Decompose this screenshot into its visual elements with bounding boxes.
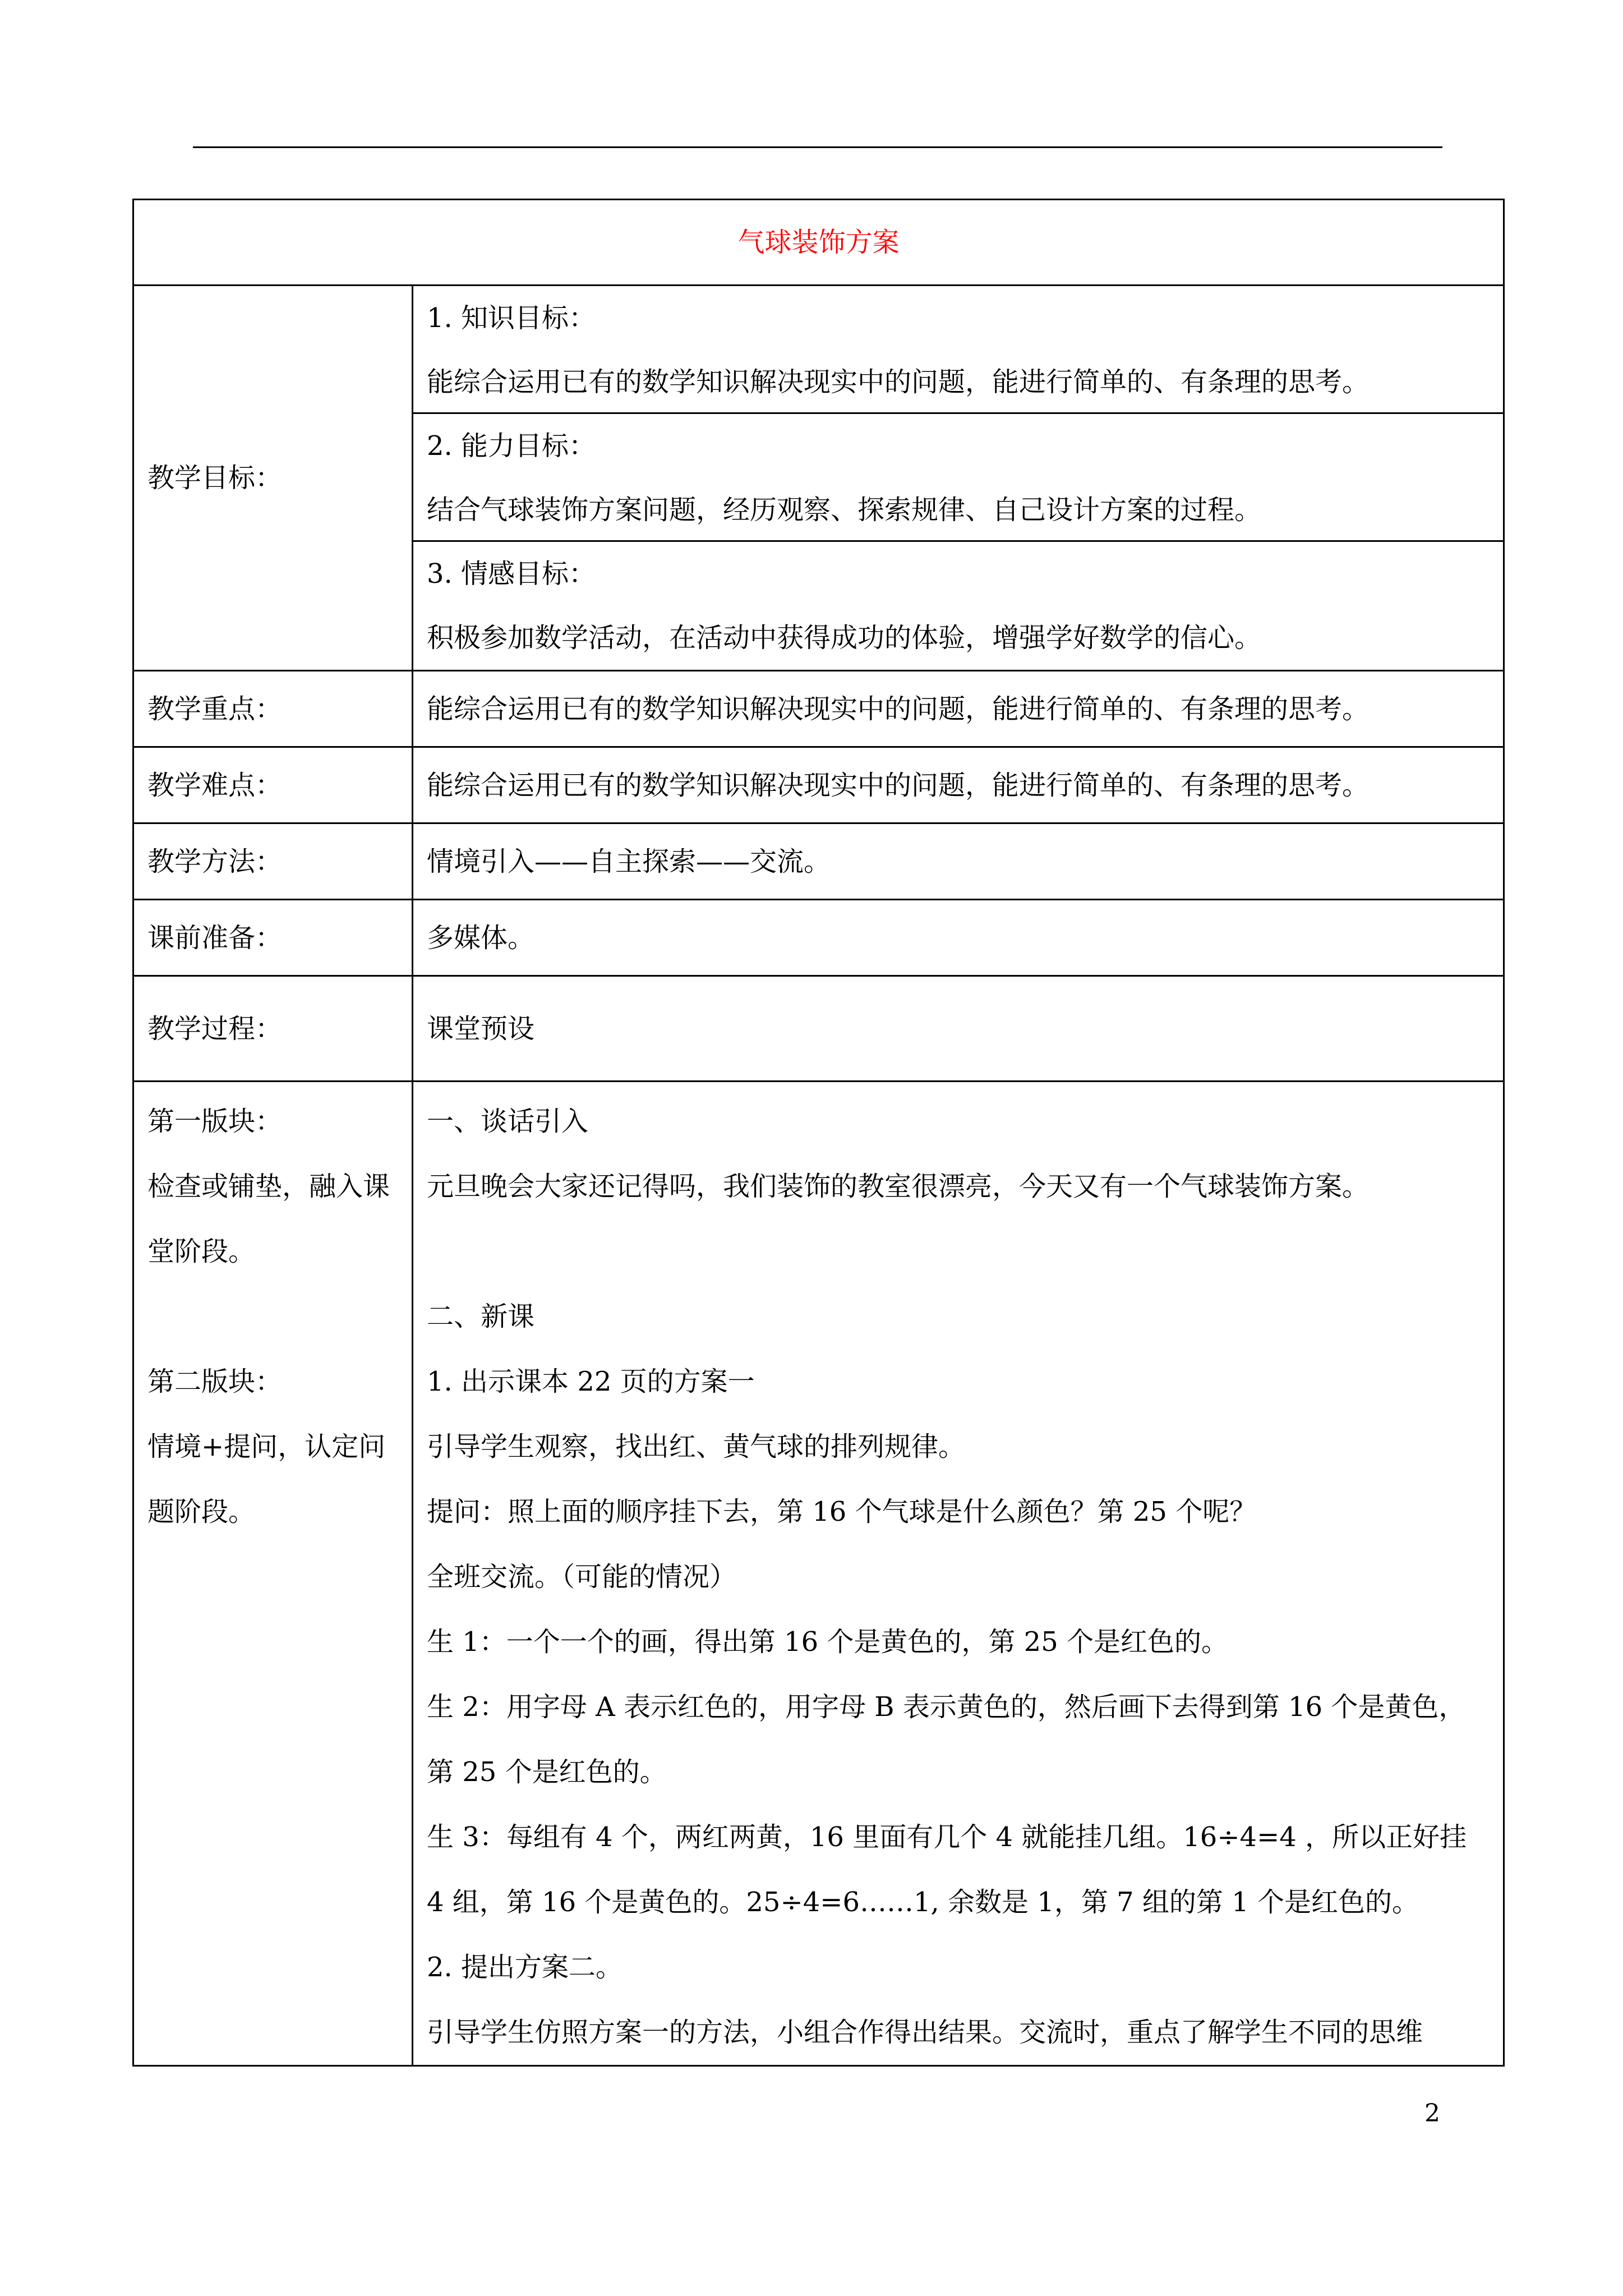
lesson-plan-table — [132, 199, 1505, 2067]
process-line: 生 3：每组有 4 个，两红两黄，16 里面有几个 4 就能挂几组。16÷4=4 ，所以正好挂 — [427, 1821, 1467, 1853]
objectives-label: 教学目标： — [133, 286, 413, 671]
stage-line: 题阶段。 — [147, 1496, 256, 1527]
page-number: 2 — [1424, 2099, 1440, 2128]
header-rule — [193, 146, 1442, 148]
process-line — [427, 1219, 1490, 1284]
objectives-content — [413, 286, 1504, 671]
process-line: 二、新课 — [427, 1301, 535, 1332]
process-line: 4 组，第 16 个是黄色的。25÷4=6……1, 余数是 1，第 7 组的第 1 个是红色的。 — [427, 1887, 1419, 1918]
process-line: 引导学生观察，找出红、黄气球的排列规律。 — [427, 1431, 966, 1462]
process-line: 元旦晚会大家还记得吗，我们装饰的教室很漂亮，今天又有一个气球装饰方案。 — [427, 1171, 1370, 1202]
preparation-label: 课前准备： — [133, 900, 413, 976]
difficulties-row — [133, 747, 1504, 823]
process-label: 教学过程： — [133, 976, 413, 1082]
process-stages — [133, 1082, 413, 2066]
difficulties-value: 能综合运用已有的数学知识解决现实中的问题，能进行简单的、有条理的思考。 — [413, 747, 1504, 823]
objective-ability — [413, 414, 1503, 542]
preparation-row — [133, 900, 1504, 976]
process-line: 提问：照上面的顺序挂下去，第 16 个气球是什么颜色？第 25 个呢？ — [427, 1496, 1257, 1527]
objective-text: 结合气球装饰方案问题，经历观察、探索规律、自己设计方案的过程。 — [427, 494, 1262, 526]
key-points-row — [133, 671, 1504, 747]
process-line: 一、谈话引入 — [427, 1106, 589, 1137]
lesson-title: 气球装饰方案 — [133, 200, 1504, 286]
process-line: 1. 出示课本 22 页的方案一 — [427, 1366, 755, 1397]
objective-heading: 3. 情感目标： — [427, 558, 596, 590]
process-line: 生 1：一个一个的画，得出第 16 个是黄色的，第 25 个是红色的。 — [427, 1626, 1228, 1658]
difficulties-label: 教学难点： — [133, 747, 413, 823]
stage-line: 情境+提问，认定问 — [147, 1431, 386, 1462]
preparation-value: 多媒体。 — [413, 900, 1504, 976]
process-row — [133, 1082, 1504, 2066]
stage-line: 第一版块： — [147, 1106, 283, 1137]
objectives-row — [133, 286, 1504, 671]
key-points-label: 教学重点： — [133, 671, 413, 747]
title-row — [133, 200, 1504, 286]
process-details — [413, 1082, 1504, 2066]
process-line: 全班交流。（可能的情况） — [427, 1561, 737, 1593]
objective-emotion — [413, 542, 1503, 670]
objective-text: 能综合运用已有的数学知识解决现实中的问题，能进行简单的、有条理的思考。 — [427, 366, 1370, 398]
process-line: 2. 提出方案二。 — [427, 1952, 623, 1983]
key-points-value: 能综合运用已有的数学知识解决现实中的问题，能进行简单的、有条理的思考。 — [413, 671, 1504, 747]
process-header-row — [133, 976, 1504, 1082]
stage-line — [147, 1284, 398, 1349]
stage-line: 检查或铺垫，融入课 — [147, 1171, 390, 1202]
stage-line: 堂阶段。 — [147, 1236, 256, 1267]
objective-heading: 2. 能力目标： — [427, 430, 596, 462]
process-line: 生 2：用字母 A 表示红色的，用字母 B 表示黄色的，然后画下去得到第 16 个是黄色， — [427, 1691, 1466, 1723]
objective-heading: 1. 知识目标： — [427, 302, 596, 334]
process-line: 第 25 个是红色的。 — [427, 1756, 667, 1788]
objective-knowledge — [413, 286, 1503, 414]
objective-text: 积极参加数学活动，在活动中获得成功的体验，增强学好数学的信心。 — [427, 622, 1262, 654]
methods-row — [133, 823, 1504, 900]
stage-line: 第二版块： — [147, 1366, 283, 1397]
methods-label: 教学方法： — [133, 823, 413, 900]
process-value: 课堂预设 — [413, 976, 1504, 1082]
methods-value: 情境引入——自主探索——交流。 — [413, 823, 1504, 900]
process-line: 引导学生仿照方案一的方法，小组合作得出结果。交流时，重点了解学生不同的思维 — [427, 2017, 1423, 2048]
